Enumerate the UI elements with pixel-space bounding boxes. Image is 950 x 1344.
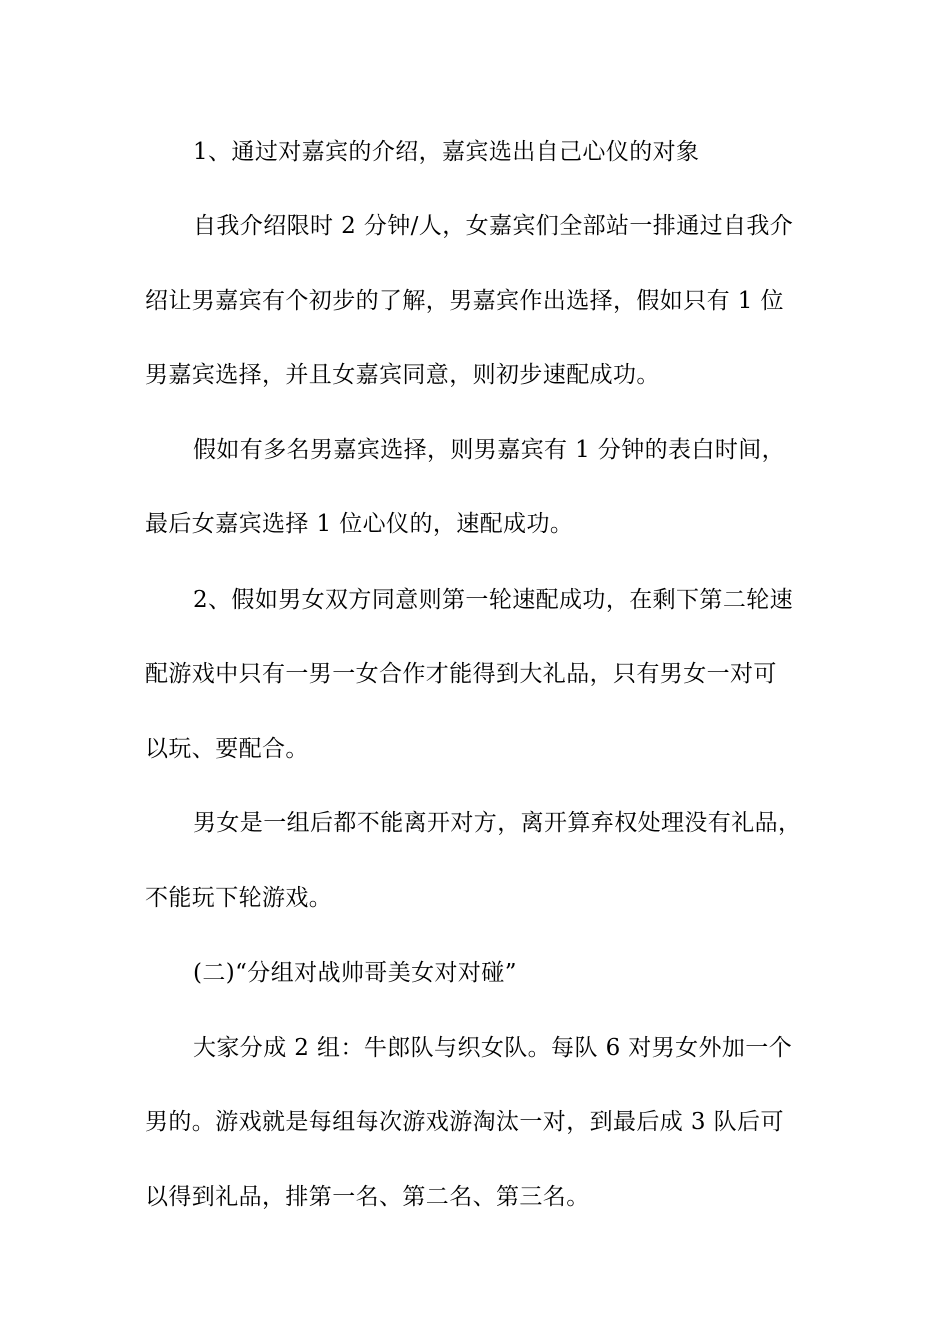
- paragraph-line: 男的。游戏就是每组每次游戏游淘汰一对，到最后成 3 队后可: [145, 1109, 784, 1135]
- paragraph-line: 以玩、要配合。: [145, 736, 309, 762]
- paragraph-line: 最后女嘉宾选择 1 位心仪的，速配成功。: [145, 511, 574, 537]
- paragraph-line: 以得到礼品，排第一名、第二名、第三名。: [145, 1184, 590, 1210]
- paragraph-line: 假如有多名男嘉宾选择，则男嘉宾有 1 分钟的表白时间，: [193, 437, 786, 463]
- paragraph-line: 1、通过对嘉宾的介绍，嘉宾选出自己心仪的对象: [193, 139, 700, 165]
- paragraph-line: 2、假如男女双方同意则第一轮速配成功，在剩下第二轮速: [193, 587, 794, 613]
- paragraph-line: 不能玩下轮游戏。: [145, 885, 333, 911]
- paragraph-line: 男女是一组后都不能离开对方，离开算弃权处理没有礼品，: [193, 810, 802, 836]
- paragraph-line: 绍让男嘉宾有个初步的了解，男嘉宾作出选择，假如只有 1 位: [145, 288, 784, 314]
- paragraph-line: 男嘉宾选择，并且女嘉宾同意，则初步速配成功。: [145, 362, 660, 388]
- section-heading: (二)“分组对战帅哥美女对对碰”: [193, 960, 517, 986]
- paragraph-line: 配游戏中只有一男一女合作才能得到大礼品，只有男女一对可: [145, 661, 777, 687]
- paragraph-line: 大家分成 2 组：牛郎队与织女队。每队 6 对男女外加一个: [193, 1035, 793, 1061]
- paragraph-line: 自我介绍限时 2 分钟/人，女嘉宾们全部站一排通过自我介: [193, 213, 794, 239]
